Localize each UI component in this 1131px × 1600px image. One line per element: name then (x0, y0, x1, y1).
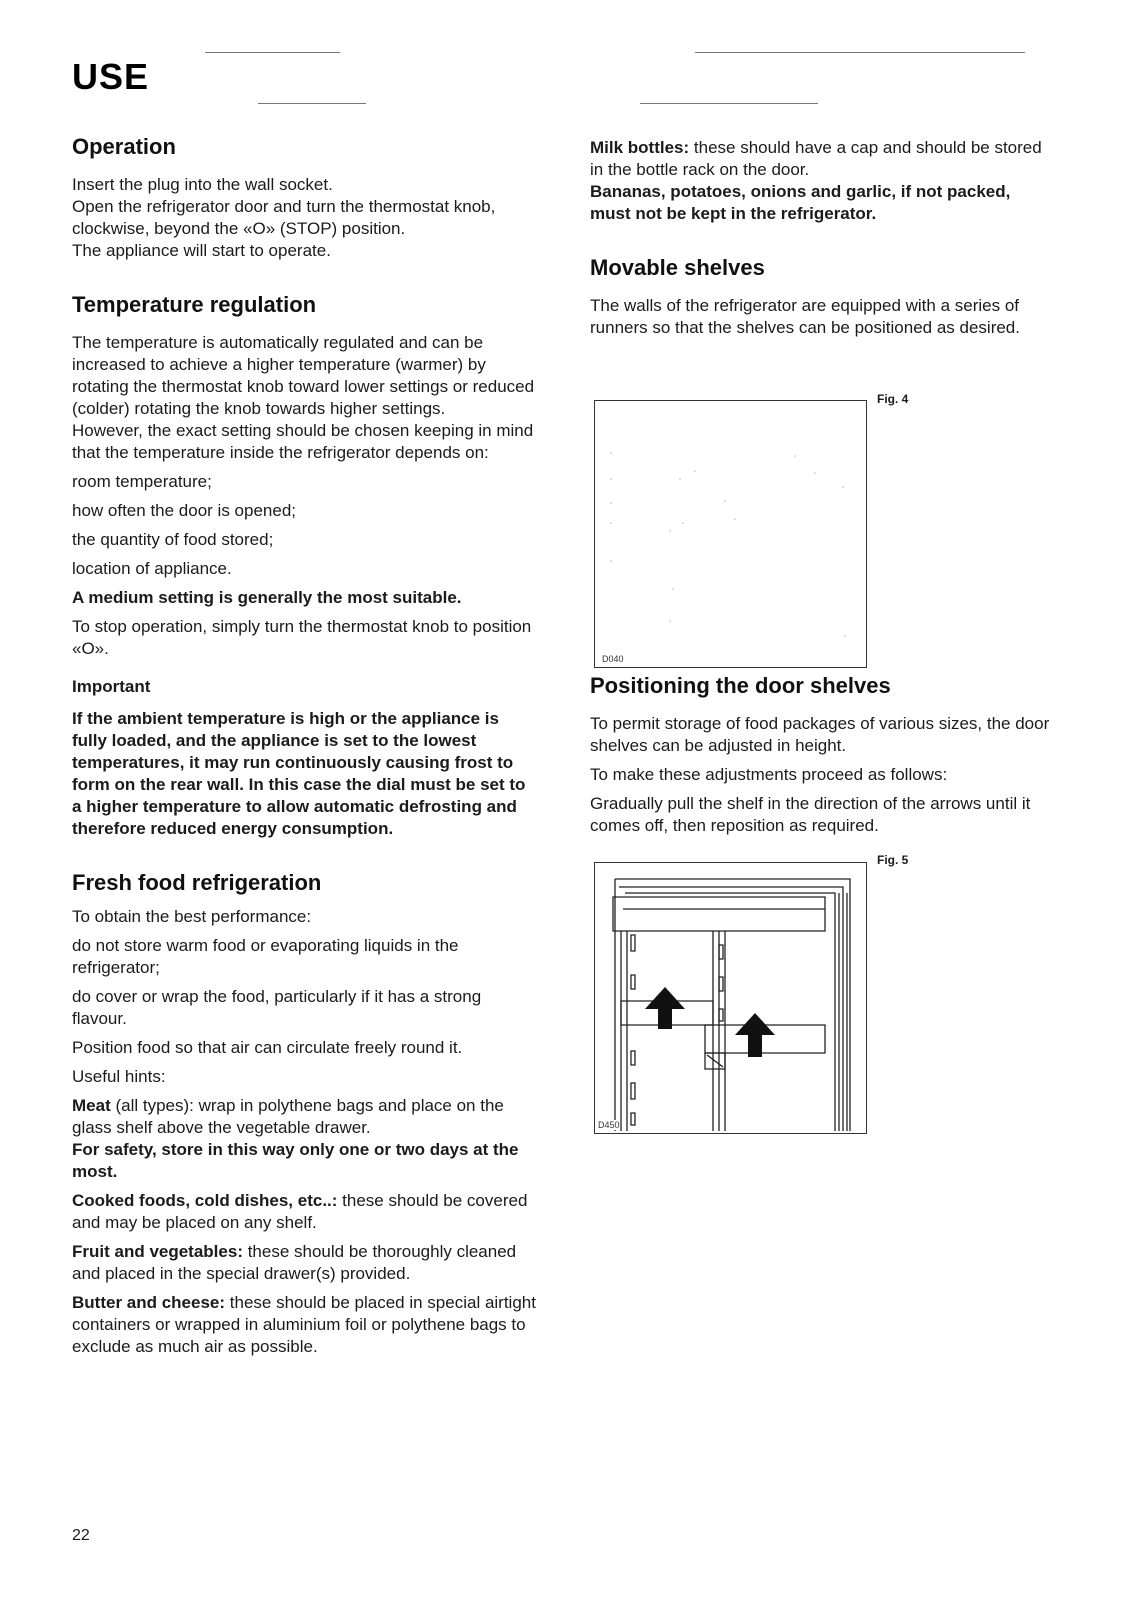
section-heading-door-shelves: Positioning the door shelves (590, 673, 891, 698)
fruit-paragraph (72, 1241, 537, 1285)
meat-paragraph (72, 1095, 537, 1139)
fresh-paragraph: Position food so that air can circulate freely round it. (72, 1038, 463, 1057)
stop-paragraph: To stop operation, simply turn the thermostat knob to position «O». (72, 617, 532, 658)
header-rule (640, 103, 818, 104)
operation-text (72, 174, 537, 262)
fresh-paragraph: do not store warm food or evaporating liquids in the refrigerator; (72, 936, 459, 977)
figure-5-frame (594, 862, 867, 1134)
figure-5-code: D450 (598, 1120, 620, 1130)
fresh-paragraph: Useful hints: (72, 1067, 166, 1086)
section-heading-operation: Operation (72, 134, 176, 159)
cooked-paragraph (72, 1190, 537, 1234)
header-rule (205, 52, 340, 53)
header-rule (695, 52, 1025, 53)
fresh-paragraph: To obtain the best performance: (72, 907, 312, 926)
movable-text: The walls of the refrigerator are equipped with a series of runners so that the shelves can be positioned as desired. (590, 296, 1020, 337)
figure-4-caption: Fig. 4 (877, 392, 909, 406)
list-item: location of appliance. (72, 559, 232, 578)
operation-line: The appliance will start to operate. (72, 241, 331, 260)
figure-5-illustration (595, 863, 866, 1133)
section-heading-movable-shelves: Movable shelves (590, 255, 765, 280)
cooked-label: Cooked foods, cold dishes, etc..: (72, 1191, 338, 1210)
meat-safety-note: For safety, store in this way only one or two days at the most. (72, 1140, 519, 1181)
door-paragraph: To permit storage of food packages of various sizes, the door shelves can be adjusted in height. (590, 714, 1050, 755)
door-paragraph: To make these adjustments proceed as follows: (590, 765, 948, 784)
cooked-text: these should be covered and may be placed on any shelf. (72, 1191, 528, 1232)
butter-text: these should be placed in special airtight containers or wrapped in aluminium foil or polythene bags to exclude as much air as possible. (72, 1293, 536, 1356)
bananas-warning: Bananas, potatoes, onions and garlic, if not packed, must not be kept in the refrigerator. (590, 182, 1011, 223)
figure-4-code: D040 (602, 654, 624, 664)
left-column (72, 134, 537, 1365)
list-item: how often the door is opened; (72, 501, 296, 520)
arrow-up-icon (735, 1013, 775, 1057)
door-shelves-section (590, 673, 1050, 844)
page-title: USE (72, 56, 150, 97)
figure-5-caption: Fig. 5 (877, 853, 909, 867)
section-heading-fresh-food: Fresh food refrigeration (72, 870, 322, 895)
list-item: room temperature; (72, 472, 212, 491)
page-number: 22 (72, 1527, 90, 1544)
temperature-paragraph: However, the exact setting should be chosen keeping in mind that the temperature inside the refrigerator depends on: (72, 421, 534, 462)
meat-label: Meat (72, 1096, 111, 1115)
arrow-up-icon (645, 987, 685, 1029)
fruit-text: these should be thoroughly cleaned and placed in the special drawer(s) provided. (72, 1242, 517, 1283)
operation-line: Insert the plug into the wall socket. (72, 175, 333, 194)
fresh-paragraph: do cover or wrap the food, particularly if it has a strong flavour. (72, 987, 482, 1028)
door-paragraph: Gradually pull the shelf in the direction of the arrows until it comes off, then reposition as required. (590, 794, 1031, 835)
important-text: If the ambient temperature is high or the appliance is fully loaded, and the appliance is set to the lowest temperatures, it may run continuously causing frost to form on the rear wall. In this case the dial must be set to a higher temperature to allow automatic defrosting and therefore reduced energy consumption. (72, 709, 526, 838)
bold-note: A medium setting is generally the most suitable. (72, 588, 462, 607)
right-column (590, 137, 1050, 346)
figure-4-frame (594, 400, 867, 668)
list-item: the quantity of food stored; (72, 530, 274, 549)
butter-paragraph (72, 1292, 537, 1358)
milk-text: these should have a cap and should be stored in the bottle rack on the door. (590, 138, 1042, 179)
milk-label: Milk bottles: (590, 138, 690, 157)
butter-label: Butter and cheese: (72, 1293, 226, 1312)
meat-text: (all types): wrap in polythene bags and place on the glass shelf above the vegetable drawer. (72, 1096, 504, 1137)
section-heading-temperature: Temperature regulation (72, 292, 317, 317)
figure-4-illustration (595, 401, 866, 667)
important-label: Important (72, 677, 151, 696)
fruit-label: Fruit and vegetables: (72, 1242, 243, 1261)
temperature-paragraph: The temperature is automatically regulated and can be increased to achieve a higher temperature (warmer) by rotating the thermostat knob toward lower settings or reduced (colder) rotating the knob towards higher settings. (72, 333, 535, 418)
milk-paragraph (590, 137, 1050, 181)
header-rule (258, 103, 366, 104)
operation-line: Open the refrigerator door and turn the thermostat knob, clockwise, beyond the «O» (STOP) position. (72, 197, 496, 238)
